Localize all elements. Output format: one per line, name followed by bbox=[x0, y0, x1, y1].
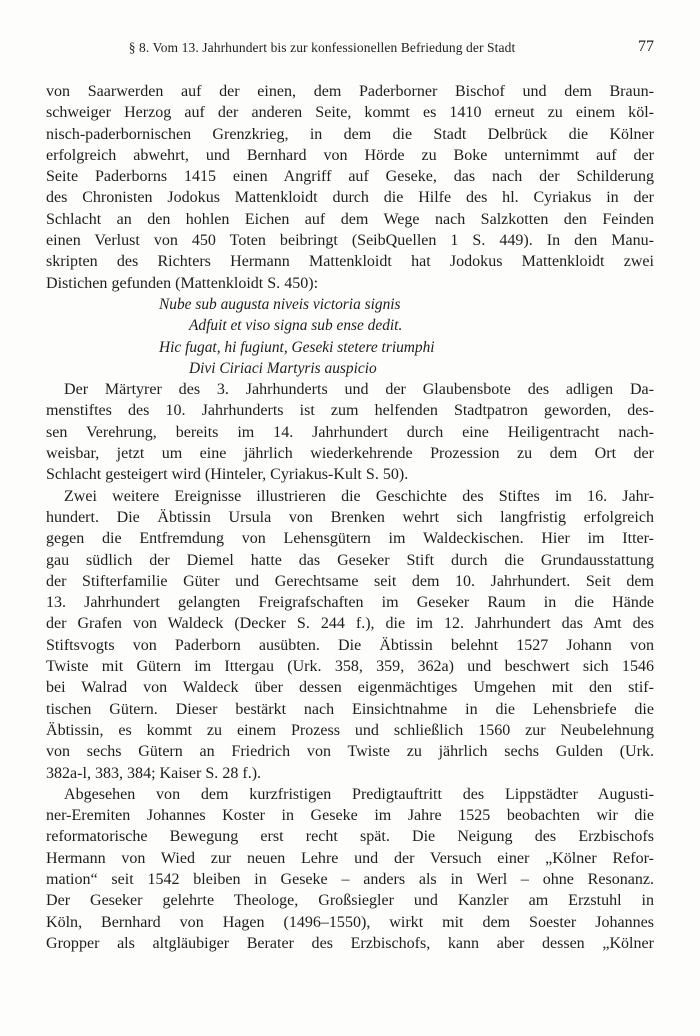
text-line: sen Verehrung, bereits im 14. Jahrhundert durch eine Heiligentracht nach- bbox=[46, 423, 654, 441]
text-line: Äbtissin, es kommt zu einem Prozess und schließlich 1560 zur Neubelehnung bbox=[46, 721, 654, 739]
text-line: Gropper als altgläubiger Berater des Erzbischofs, kann aber dessen „Kölner bbox=[46, 934, 654, 952]
text-line: 13. Jahrhundert gelangten Freigrafschaften im Geseker Raum in die Hände bbox=[46, 594, 654, 612]
text-line: der Grafen von Waldeck (Decker S. 244 f.), die im 12. Jahrhundert das Amt des bbox=[46, 615, 654, 633]
text-line: 382a-l, 383, 384; Kaiser S. 28 f.). bbox=[46, 764, 262, 782]
text-line: des Chronisten Jodokus Mattenkloidt durch die Hilfe des hl. Cyriakus in der bbox=[46, 189, 654, 207]
text-line: Distichen gefunden (Mattenkloidt S. 450): bbox=[46, 274, 319, 292]
text-line: tischen Gütern. Dieser bestärkt nach Einsichtnahme in die Lehensbriefe die bbox=[46, 700, 654, 718]
text-line: Schlacht gesteigert wird (Hinteler, Cyriakus-Kult S. 50). bbox=[46, 466, 409, 484]
text-line: ner-Eremiten Johannes Koster in Geseke im Jahre 1525 beobachten wir die bbox=[46, 807, 654, 825]
text-line: Hermann von Wied zur neuen Lehre und der Versuch einer „Kölner Refor- bbox=[46, 849, 654, 867]
text-line: Twiste mit Gütern im Ittergau (Urk. 358, 359, 362a) und beschwert sich 1546 bbox=[46, 658, 654, 676]
text-line: mation“ seit 1542 bleiben in Geseke – anders als in Werl – ohne Resonanz. bbox=[46, 870, 654, 888]
text-line: schweiger Herzog auf der anderen Seite, kommt es 1410 erneut zu einem köl- bbox=[46, 104, 654, 122]
text-line: von Saarwerden auf der einen, dem Paderborner Bischof und dem Braun- bbox=[46, 83, 654, 100]
text-line: Schlacht an den hohlen Eichen auf dem Wege nach Salzkotten den Feinden bbox=[46, 210, 654, 228]
text-line: weisbar, jetzt um eine jährlich wiederkehrende Prozession zu dem Ort der bbox=[46, 445, 654, 463]
text-line: skripten des Richters Hermann Mattenkloidt hat Jodokus Mattenkloidt zwei bbox=[46, 253, 654, 271]
page-number: 77 bbox=[638, 38, 654, 55]
text-line: gau südlich der Diemel hatte das Geseker Stift durch die Grundausstattung bbox=[46, 551, 654, 569]
text-line: Abgesehen von dem kurzfristigen Predigtauftritt des Lippstädter Augusti- bbox=[64, 785, 654, 803]
page-header bbox=[46, 40, 654, 64]
text-line: Stiftsvogts von Paderborn ausübten. Die Äbtissin belehnt 1527 Johann von bbox=[46, 636, 654, 654]
running-head: § 8. Vom 13. Jahrhundert bis zur konfessionellen Befriedung der Stadt bbox=[128, 40, 516, 55]
text-line: Der Märtyrer des 3. Jahrhunderts und der Glaubensbote des adligen Da- bbox=[64, 381, 654, 399]
text-line: menstiftes des 10. Jahrhunderts ist zum helfenden Stadtpatron geworden, des- bbox=[46, 402, 654, 420]
text-line: Zwei weitere Ereignisse illustrieren die Geschichte des Stiftes im 16. Jahr- bbox=[64, 487, 654, 505]
text-line: hundert. Die Äbtissin Ursula von Brenken wehrt sich langfristig erfolgreich bbox=[46, 508, 654, 526]
body-text bbox=[46, 81, 654, 954]
text-line: nisch-paderbornischen Grenzkrieg, in dem die Stadt Delbrück die Kölner bbox=[46, 125, 654, 143]
verse-line: Nube sub augusta niveis victoria signis bbox=[159, 295, 401, 313]
verse-line: Divi Ciriaci Martyris auspicio bbox=[189, 359, 377, 377]
text-line: Köln, Bernhard von Hagen (1496–1550), wirkt mit dem Soester Johannes bbox=[46, 913, 654, 931]
text-line: gegen die Entfremdung von Lehensgütern im Waldeckischen. Hier im Itter- bbox=[46, 530, 654, 548]
text-line: der Stifterfamilie Güter und Gerechtsame seit dem 10. Jahrhundert. Seit dem bbox=[46, 572, 654, 590]
text-line: von sechs Gütern an Friedrich von Twiste zu jährlich sechs Gulden (Urk. bbox=[46, 743, 654, 761]
text-line: einen Verlust von 450 Toten beibringt (SeibQuellen 1 S. 449). In den Manu- bbox=[46, 232, 654, 250]
text-line: reformatorische Bewegung erst recht spät. Die Neigung des Erzbischofs bbox=[46, 828, 654, 846]
verse-line: Adfuit et viso signa sub ense dedit. bbox=[189, 317, 403, 335]
text-line: Der Geseker gelehrte Theologe, Großsiegler und Kanzler am Erzstuhl in bbox=[46, 892, 654, 910]
text-line: erfolgreich abwehrt, und Bernhard von Hörde zu Boke unternimmt auf der bbox=[46, 146, 654, 164]
verse-line: Hic fugat, hi fugiunt, Geseki stetere triumphi bbox=[159, 338, 435, 356]
text-line: Seite Paderborns 1415 einen Angriff auf Geseke, das nach der Schilderung bbox=[46, 168, 654, 186]
text-line: bei Walrad von Waldeck über dessen eigenmächtiges Umgehen mit den stif- bbox=[46, 679, 654, 697]
